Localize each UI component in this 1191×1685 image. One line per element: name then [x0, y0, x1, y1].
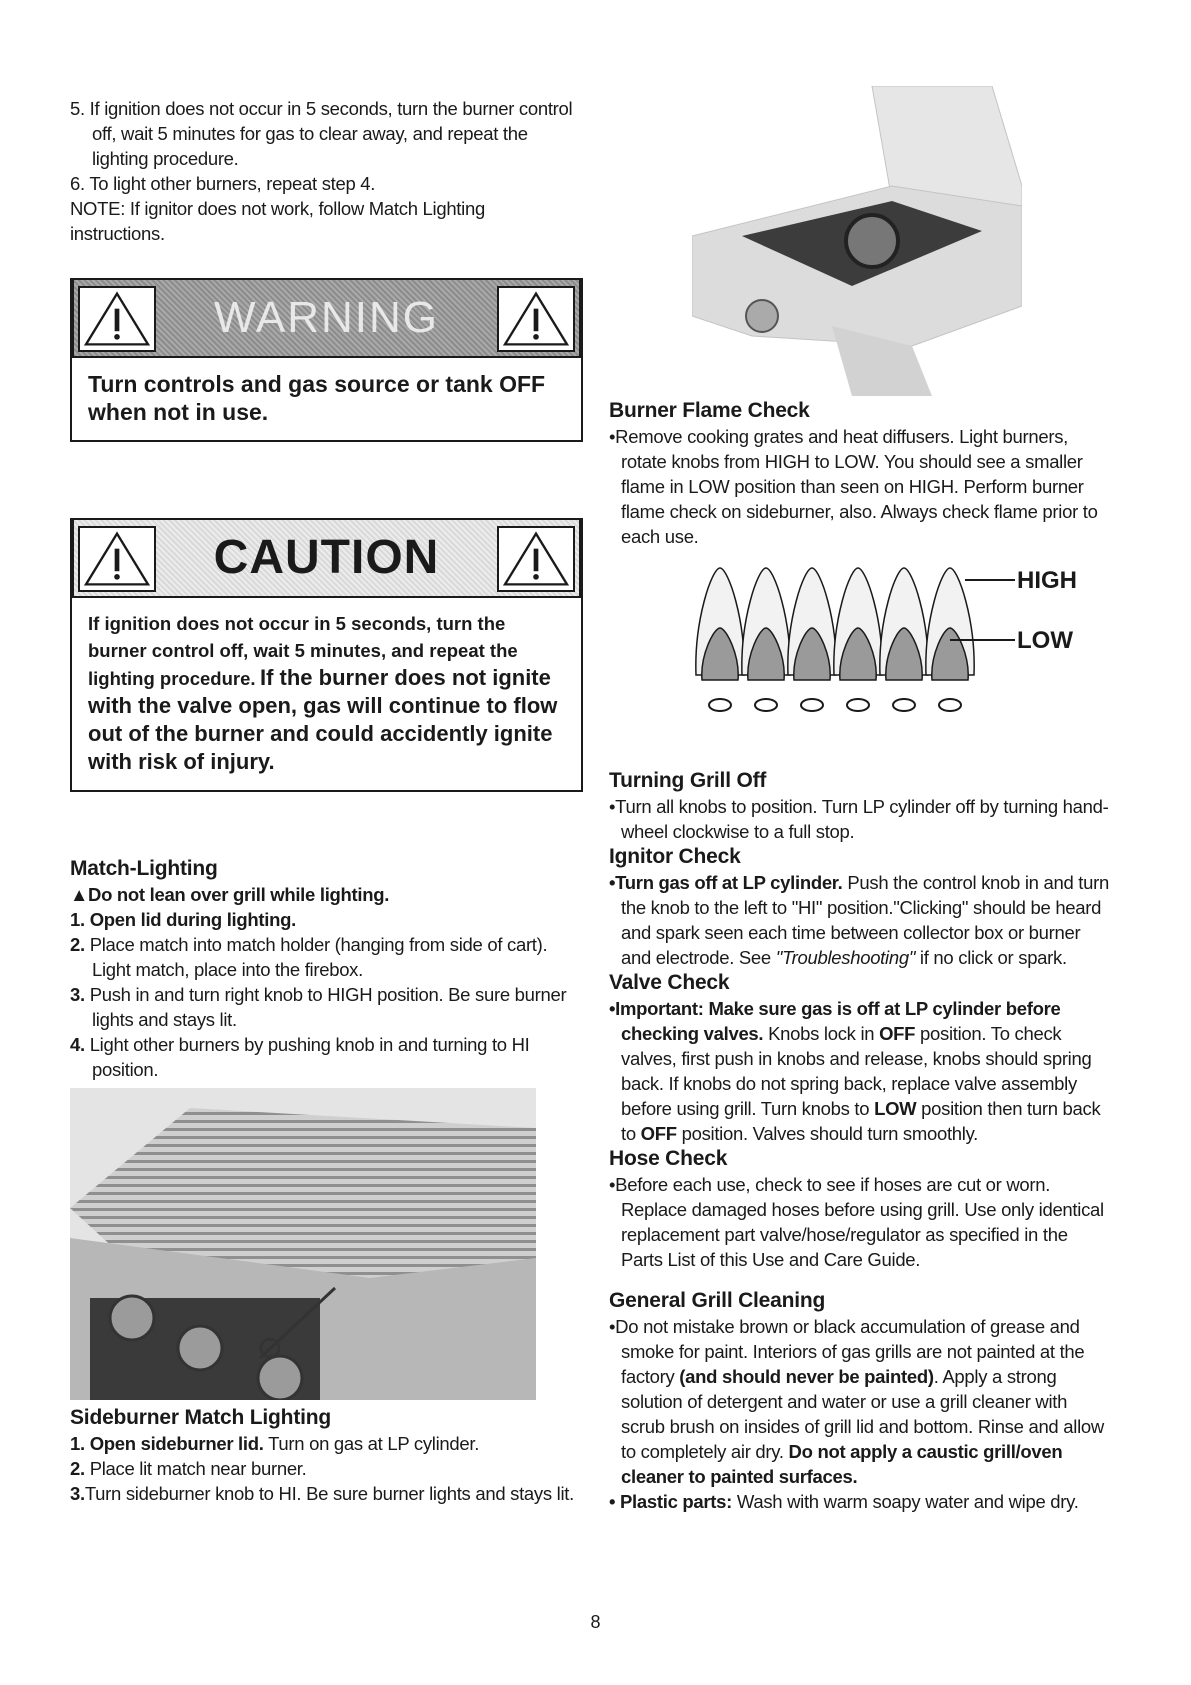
list-item: 2. Place match into match holder (hanging from side of cart). Light match, place into the firebox. — [70, 934, 548, 980]
flame-high-label: HIGH — [1017, 567, 1077, 594]
burner-flame-check-text: •Remove cooking grates and heat diffusers. Light burners, rotate knobs from HIGH to LOW. You should see a smaller flame in LOW position than seen on HIGH. Perform burner flame check on sideburner, also. Always check flame prior to each use. — [609, 426, 1098, 547]
page-number: 8 — [590, 1612, 601, 1632]
general-cleaning-text: •Do not mistake brown or black accumulation of grease and smoke for paint. Interiors of gas grills are not painted at the factory (and should never be painted). Apply a strong solution of detergent and water or use a grill cleaner with scrub brush on insides of grill lid and bottom. Rinse and allow to completely air dry. Do not apply a caustic grill/oven cleaner to painted surfaces. — [609, 1316, 1104, 1487]
list-item: 1. Open lid during lighting. — [70, 909, 296, 930]
caution-triangle-icon — [78, 526, 156, 592]
sideburner-image — [692, 86, 1022, 402]
sideburner-section — [70, 1405, 590, 1506]
turning-off-heading: Turning Grill Off — [609, 769, 767, 792]
warning-text: Turn controls and gas source or tank OFF when not in use. — [88, 371, 546, 425]
lighting-steps — [70, 96, 580, 246]
warning-triangle-icon — [497, 286, 575, 352]
grill-match-lighting-image — [70, 1088, 536, 1400]
caution-banner — [72, 518, 581, 598]
burner-port — [755, 699, 777, 711]
valve-check-text: •Important: Make sure gas is off at LP cylinder before checking valves. Knobs lock in OFF position. To check valves, first push in knobs and release, knobs should spring back. If knobs do not spring back, replace valve assembly before using grill. Turn knobs to LOW position then turn back to OFF position. Valves should turn smoothly. — [609, 998, 1101, 1144]
burner-flame-check-heading: Burner Flame Check — [609, 399, 810, 422]
lighting-step-5: 5. If ignition does not occur in 5 seconds, turn the burner control off, wait 5 minutes for gas to clear away, and repeat the lighting procedure. — [70, 98, 573, 169]
valve-check-heading: Valve Check — [609, 971, 730, 994]
caution-box — [70, 518, 583, 792]
lighting-note: NOTE: If ignitor does not work, follow Match Lighting instructions. — [70, 198, 485, 244]
burner-port — [847, 699, 869, 711]
burner-port — [801, 699, 823, 711]
plastic-parts-text: • Plastic parts: Wash with warm soapy water and wipe dry. — [609, 1491, 1079, 1512]
list-item: 3. Push in and turn right knob to HIGH position. Be sure burner lights and stays lit. — [70, 984, 567, 1030]
burner-flame-check-section — [609, 398, 1114, 549]
hose-check-heading: Hose Check — [609, 1147, 728, 1170]
list-item: 2. Place lit match near burner. — [70, 1458, 307, 1479]
flame-diagram — [685, 560, 1100, 720]
lighting-step-6: 6. To light other burners, repeat step 4. — [70, 173, 376, 194]
match-lighting-section — [70, 856, 590, 1082]
sideburner-heading: Sideburner Match Lighting — [70, 1406, 331, 1429]
list-item: 1. Open sideburner lid. Turn on gas at LP cylinder. — [70, 1433, 480, 1454]
warning-title: WARNING — [213, 293, 440, 342]
match-lighting-heading: Match-Lighting — [70, 857, 218, 880]
alert-triangle-icon: ▲ — [70, 884, 89, 905]
flame-low-label: LOW — [1017, 627, 1073, 654]
warning-triangle-icon — [78, 286, 156, 352]
ignitor-check-text: •Turn gas off at LP cylinder. Push the control knob in and turn the knob to the left to "HI" position."Clicking" should be heard and spark seen each time between collector box or burner and electrode. See "Troubleshooting" if no click or spark. — [609, 872, 1109, 968]
warning-banner — [72, 278, 581, 358]
turning-off-text: •Turn all knobs to position. Turn LP cylinder off by turning hand-wheel clockwise to a full stop. — [609, 796, 1109, 842]
caution-text-small: If ignition does not occur in 5 seconds, turn the burner control off, wait 5 minutes, and repeat the lighting procedure. — [88, 613, 518, 689]
burner-port — [709, 699, 731, 711]
list-item: 4. Light other burners by pushing knob in and turning to HI position. — [70, 1034, 530, 1080]
match-lighting-alert: Do not lean over grill while lighting. — [88, 884, 390, 905]
caution-text-large: If the burner does not ignite with the valve open, gas will continue to flow out of the burner and could accidently ignite with risk of injury. — [88, 665, 558, 774]
list-item: 3.Turn sideburner knob to HI. Be sure burner lights and stays lit. — [70, 1483, 574, 1504]
general-cleaning-heading: General Grill Cleaning — [609, 1289, 826, 1312]
maintenance-section — [609, 768, 1114, 1514]
warning-box — [70, 278, 583, 442]
hose-check-text: •Before each use, check to see if hoses are cut or worn. Replace damaged hoses before using grill. Use only identical replacement part valve/hose/regulator as specified in the Parts List of this Use and Care Guide. — [609, 1174, 1104, 1270]
ignitor-check-heading: Ignitor Check — [609, 845, 741, 868]
burner-port — [939, 699, 961, 711]
caution-title: CAUTION — [213, 531, 440, 584]
caution-triangle-icon — [497, 526, 575, 592]
burner-port — [893, 699, 915, 711]
